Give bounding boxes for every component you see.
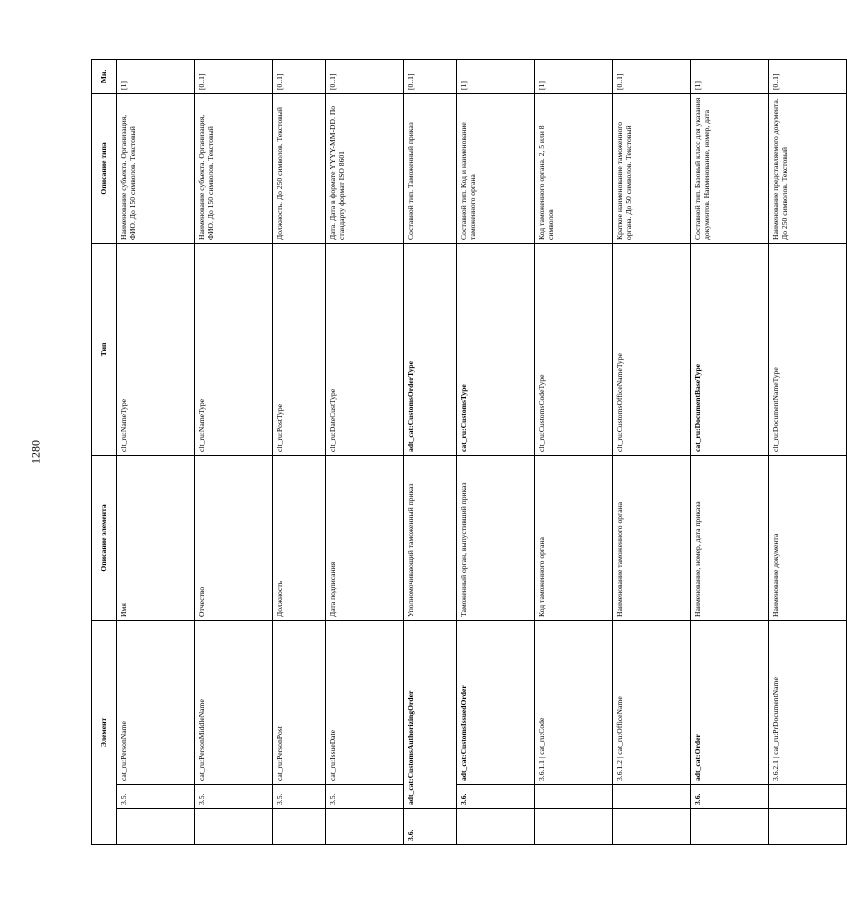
- element-description: Наименование таможенного органа: [613, 455, 691, 620]
- element-description: Наименование, номер, дата приказа: [691, 455, 769, 620]
- row-number: 3.5.: [195, 785, 273, 809]
- row-number: 3.6.: [404, 809, 457, 845]
- row-number: 3.5.: [326, 785, 404, 809]
- rotated-page-content: [91, 60, 790, 845]
- element-name: 3.6.2.1 | cat_ru:PrDocumentName: [769, 620, 847, 784]
- element-type: cat_ru:CustomsType: [457, 243, 535, 455]
- header-type: Тип: [92, 243, 117, 455]
- element-name: cat_ru:PersonPost: [273, 620, 326, 784]
- type-description: Должность. До 250 символов. Текстовый: [273, 93, 326, 243]
- type-description: Код таможенного органа. 2, 5 или 8 символов: [535, 93, 613, 243]
- element-name: 3.6.1.1 | cat_ru:Code: [535, 620, 613, 784]
- multiplicity: [0..1]: [195, 59, 273, 93]
- element-name-text: cat_ru:PrDocumentName: [771, 677, 780, 755]
- type-description: Составной тип. Код и наименование таможенного органа: [457, 93, 535, 243]
- table-row: [613, 59, 691, 844]
- element-name: cat_ru:PersonMiddleName: [195, 620, 273, 784]
- element-type: clt_ru:DocumentNameType: [769, 243, 847, 455]
- element-type: clt_ru:NameType: [117, 243, 195, 455]
- type-description: Дата. Дата в формате YYYY-MM-DD. По стандарту формат ISO 8601: [326, 93, 404, 243]
- element-name: adt_cat:CustomsIssuedOrder: [457, 620, 535, 784]
- element-name: 3.6.1.2 | cat_ru:OfficeName: [613, 620, 691, 784]
- type-description: Составной тип. Таможенный приказ: [404, 93, 457, 243]
- header-type-description: Описание типа: [92, 93, 117, 243]
- element-name-text: cat_ru:Code: [537, 717, 546, 755]
- element-description: Отчество: [195, 455, 273, 620]
- multiplicity: [0..1]: [769, 59, 847, 93]
- elements-table: [91, 59, 847, 845]
- table-row: [535, 59, 613, 844]
- element-description: Должность: [273, 455, 326, 620]
- element-description: Таможенный орган, выпустивший приказ: [457, 455, 535, 620]
- header-multiplicity: Мн.: [92, 59, 117, 93]
- element-description: Имя: [117, 455, 195, 620]
- row-number: 3.6.1.2: [615, 760, 624, 781]
- element-type: cat_ru:DocumentBaseType: [691, 243, 769, 455]
- element-type: clt_ru:NameType: [195, 243, 273, 455]
- type-description: Наименование представляемого документа. До 250 символов. Текстовый: [769, 93, 847, 243]
- element-type: adt_cat:CustomsOrderType: [404, 243, 457, 455]
- header-element-description: Описание элемента: [92, 455, 117, 620]
- header-element: Элемент: [92, 620, 117, 844]
- table-row: [117, 59, 195, 844]
- element-description: Наименование документа: [769, 455, 847, 620]
- element-name: cat_ru:PersonName: [117, 620, 195, 784]
- element-description: Уполномочивающий таможенный приказ: [404, 455, 457, 620]
- multiplicity: [0..1]: [404, 59, 457, 93]
- element-name: adt_cat:Order: [691, 620, 769, 784]
- multiplicity: [1]: [117, 59, 195, 93]
- row-number: 3.6.1.1: [537, 760, 546, 781]
- type-description: Составной тип. Базовый класс для указания документов. Наименование, номер, дата: [691, 93, 769, 243]
- multiplicity: [0..1]: [326, 59, 404, 93]
- table-row: [404, 59, 457, 844]
- multiplicity: [1]: [535, 59, 613, 93]
- table-row: [195, 59, 273, 844]
- page-number: 1280: [28, 440, 43, 464]
- table-row: [273, 59, 326, 844]
- element-name: adt_cat:CustomsAuthorizingOrder: [404, 620, 457, 808]
- element-type: clt_ru:PostType: [273, 243, 326, 455]
- row-number: 3.6.: [457, 785, 535, 809]
- multiplicity: [0..1]: [613, 59, 691, 93]
- table-header-row: [92, 59, 117, 844]
- table-row: [326, 59, 404, 844]
- type-description: Краткое наименование таможенного органа. До 50 символов. Текстовый: [613, 93, 691, 243]
- element-name-text: cat_ru:OfficeName: [615, 696, 624, 755]
- element-type: clt_ru:CustomsCodeType: [535, 243, 613, 455]
- row-number: 3.5.: [273, 785, 326, 809]
- multiplicity: [1]: [691, 59, 769, 93]
- element-description: Код таможенного органа: [535, 455, 613, 620]
- multiplicity: [1]: [457, 59, 535, 93]
- row-number: 3.5.: [117, 785, 195, 809]
- table-row: [457, 59, 535, 844]
- element-description: Дата подписания: [326, 455, 404, 620]
- element-type: clt_ru:DateCustType: [326, 243, 404, 455]
- type-description: Наименование субъекта. Организация, ФИО. До 150 символов. Текстовый: [117, 93, 195, 243]
- type-description: Наименование субъекта. Организация, ФИО. До 150 символов. Текстовый: [195, 93, 273, 243]
- table-row: [691, 59, 769, 844]
- multiplicity: [0..1]: [273, 59, 326, 93]
- row-number: 3.6.2.1: [771, 760, 780, 781]
- table-row: [769, 59, 847, 844]
- element-type: clt_ru:CustomsOfficeNameType: [613, 243, 691, 455]
- element-name: cat_ru:IssueDate: [326, 620, 404, 784]
- row-number: 3.6.: [691, 785, 769, 809]
